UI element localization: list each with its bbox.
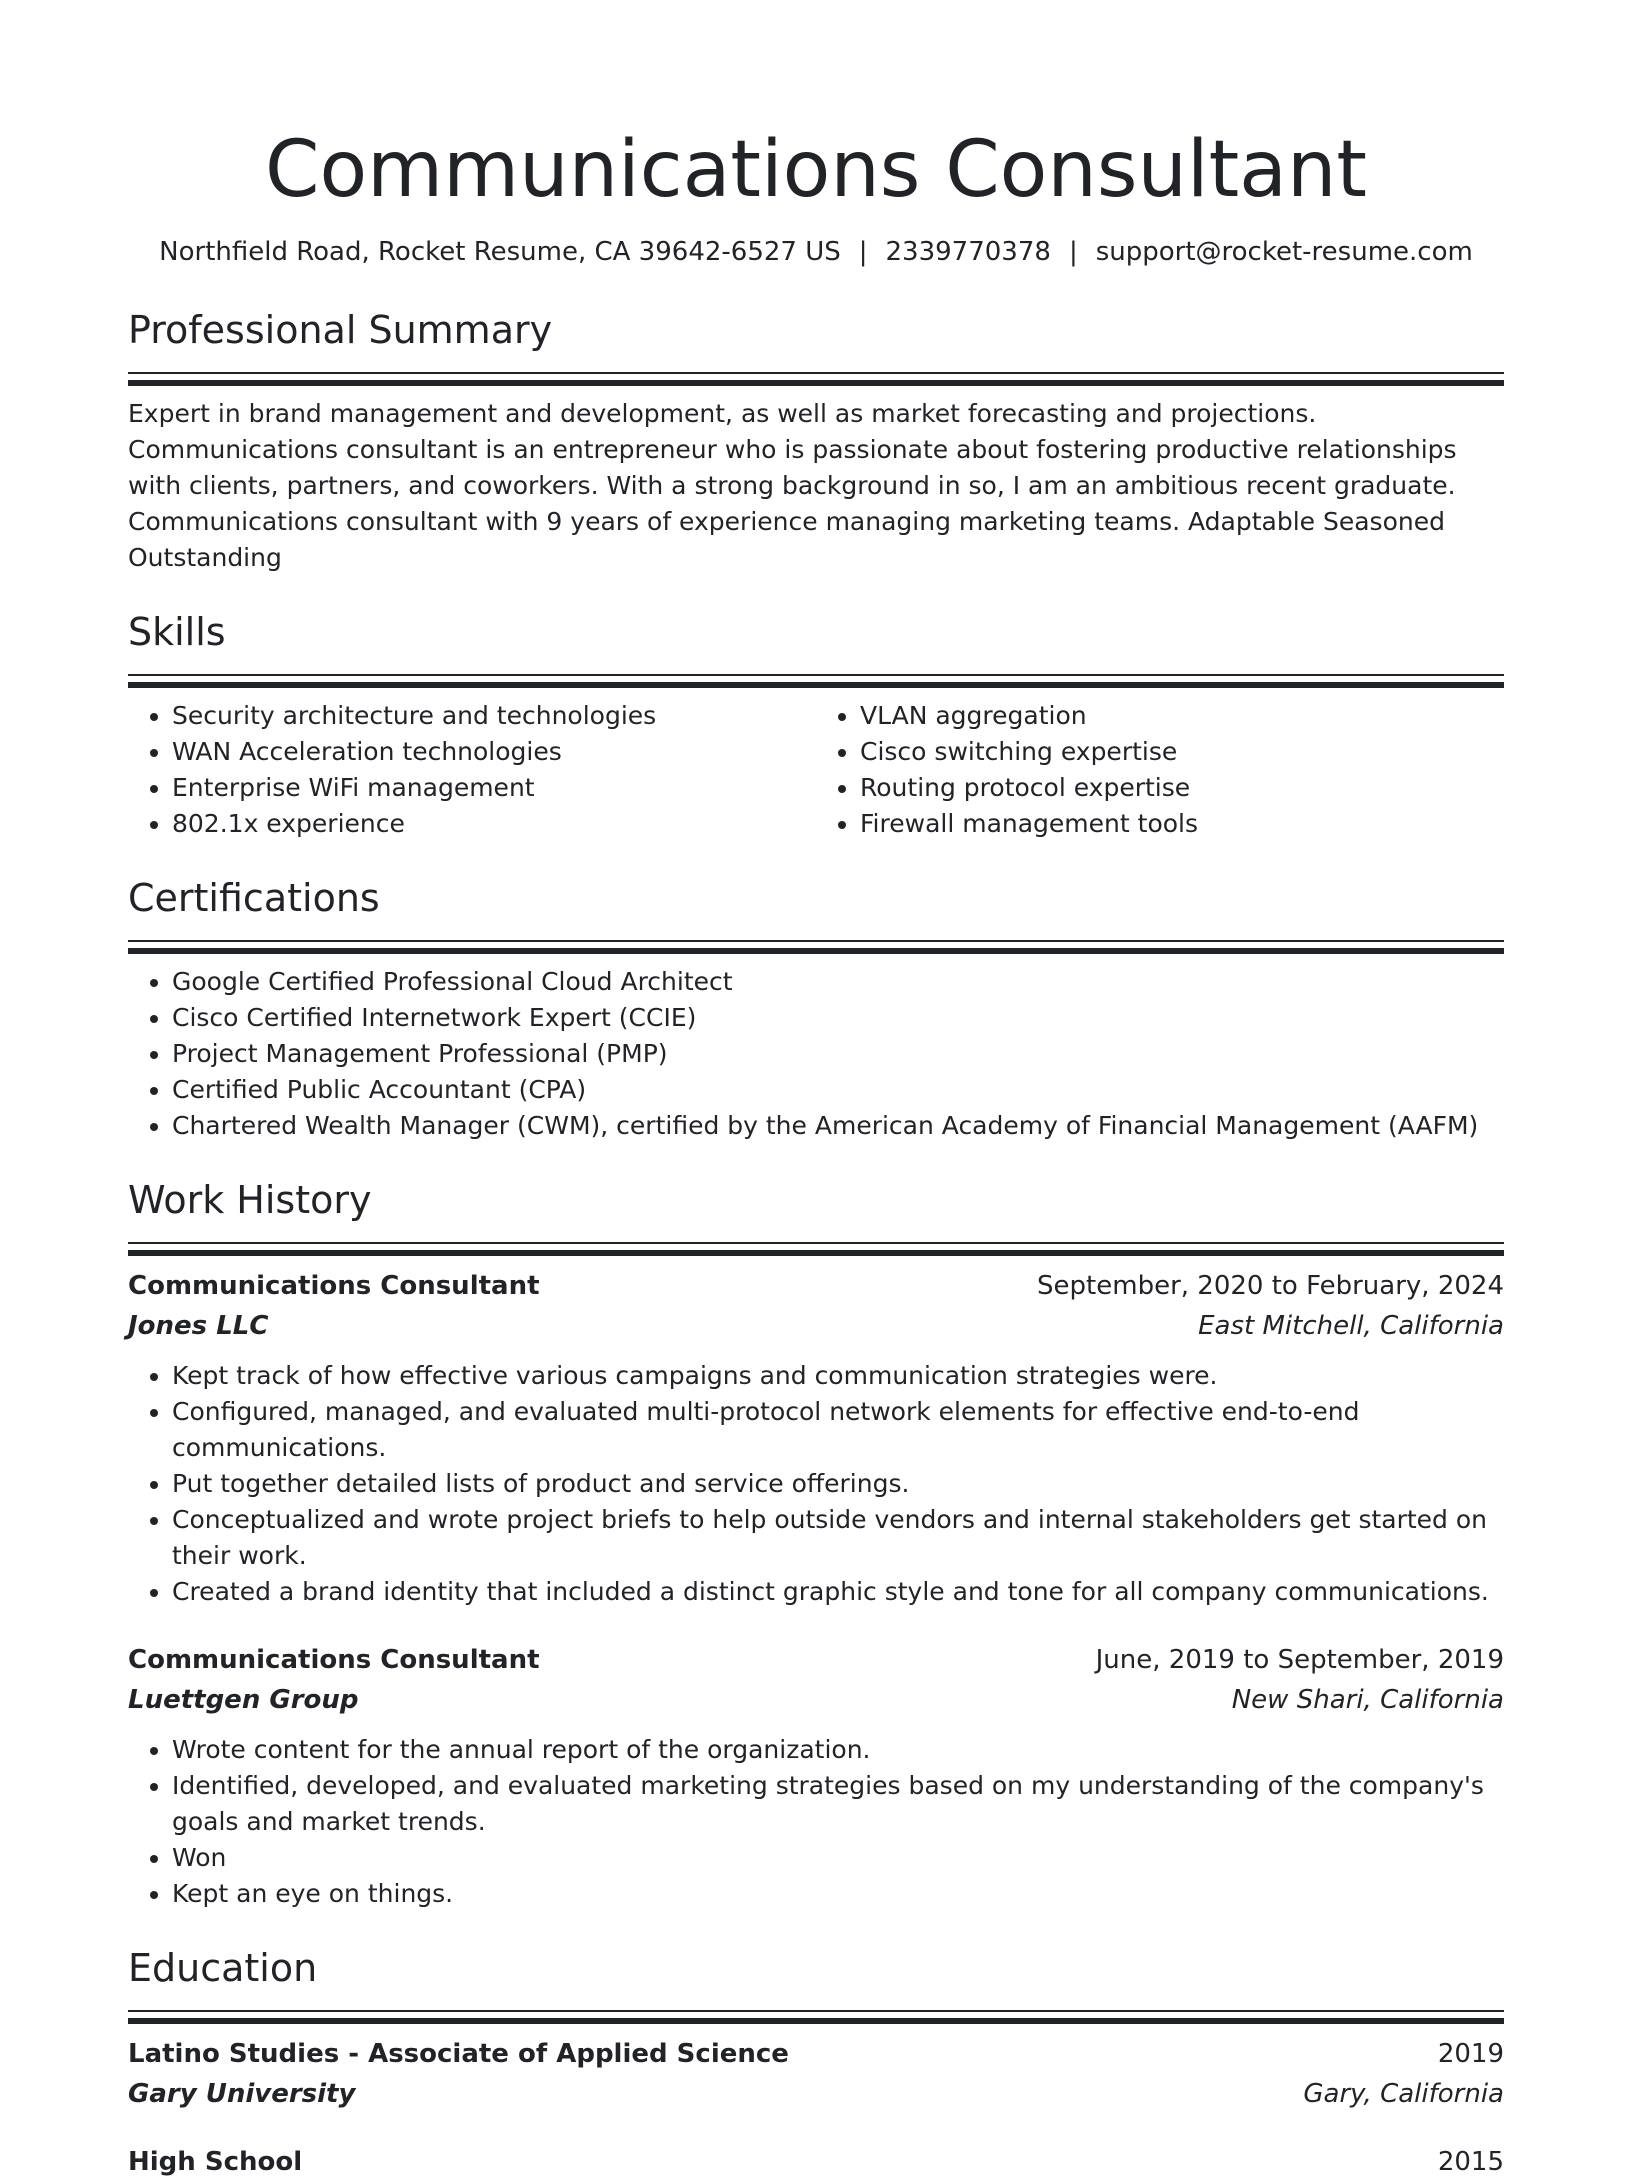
- education-entry: [128, 2034, 1504, 2114]
- section-divider: [128, 674, 1504, 688]
- contact-separator: |: [858, 237, 868, 267]
- job-bullet-list: [128, 1732, 1504, 1912]
- section-divider: [128, 372, 1504, 386]
- skill-item: • WAN Acceleration technologies: [172, 734, 816, 770]
- section-title-education: Education: [128, 1946, 318, 1990]
- contact-separator: |: [1068, 237, 1078, 267]
- job-dates: September, 2020 to February, 2024: [1037, 1271, 1504, 1301]
- job-role: Communications Consultant: [128, 1271, 540, 1301]
- job-bullet-list: [128, 1358, 1504, 1610]
- section-title-skills: Skills: [128, 610, 226, 654]
- job-bullet: • Created a brand identity that included a distinct graphic style and tone for all company communications.: [172, 1574, 1504, 1610]
- job-header: [128, 1266, 1504, 1306]
- job-bullet: • Wrote content for the annual report of the organization.: [172, 1732, 1504, 1768]
- skills-columns: [128, 698, 1504, 842]
- education-year: 2019: [1437, 2039, 1504, 2069]
- education-degree: High School: [128, 2147, 303, 2177]
- skill-item: • Cisco switching expertise: [860, 734, 1504, 770]
- certification-item: • Certified Public Accountant (CPA): [172, 1072, 1504, 1108]
- section-divider: [128, 940, 1504, 954]
- skills-list-right: [816, 698, 1504, 842]
- certification-item: • Google Certified Professional Cloud Architect: [172, 964, 1504, 1000]
- job-subheader: [128, 1306, 1504, 1346]
- job-bullet: • Kept an eye on things.: [172, 1876, 1504, 1912]
- skill-item: • VLAN aggregation: [860, 698, 1504, 734]
- contact-phone: 2339770378: [885, 237, 1051, 267]
- skills-list-left: [128, 698, 816, 842]
- skill-item: • Routing protocol expertise: [860, 770, 1504, 806]
- education-school: Gary University: [128, 2079, 356, 2109]
- summary-section: [128, 304, 1504, 576]
- section-divider: [128, 1242, 1504, 1256]
- job-header: [128, 1640, 1504, 1680]
- skill-item: • Enterprise WiFi management: [172, 770, 816, 806]
- job-location: East Mitchell, California: [1198, 1311, 1504, 1341]
- skill-item: • Firewall management tools: [860, 806, 1504, 842]
- job-location: New Shari, California: [1231, 1685, 1504, 1715]
- job-role: Communications Consultant: [128, 1645, 540, 1675]
- job-company: Jones LLC: [128, 1311, 269, 1341]
- education-header: [128, 2142, 1504, 2182]
- job-entry: [128, 1266, 1504, 1610]
- section-title-summary: Professional Summary: [128, 308, 553, 352]
- job-subheader: [128, 1680, 1504, 1720]
- certification-item: • Cisco Certified Internetwork Expert (CCIE): [172, 1000, 1504, 1036]
- certifications-section: [128, 872, 1504, 1144]
- section-title-certifications: Certifications: [128, 876, 380, 920]
- education-year: 2015: [1437, 2147, 1504, 2177]
- job-bullet: • Kept track of how effective various campaigns and communication strategies were.: [172, 1358, 1504, 1394]
- job-bullet: • Identified, developed, and evaluated marketing strategies based on my understanding of the company's goals and market trends.: [172, 1768, 1504, 1840]
- certification-item: • Chartered Wealth Manager (CWM), certified by the American Academy of Financial Management (AAFM): [172, 1108, 1504, 1144]
- education-location: Gary, California: [1303, 2079, 1504, 2109]
- summary-text: Expert in brand management and development, as well as market forecasting and projections. Communications consultant is an entrepreneur who is passionate about fostering productive relationships with clients, partners, and coworkers. With a strong background in so, I am an ambitious recent graduate. Communications consultant with 9 years of experience managing marketing teams. Adaptable Seasoned Outstanding: [128, 399, 1457, 572]
- skill-item: • Security architecture and technologies: [172, 698, 816, 734]
- skill-item: • 802.1x experience: [172, 806, 816, 842]
- job-bullet: • Put together detailed lists of product and service offerings.: [172, 1466, 1504, 1502]
- job-dates: June, 2019 to September, 2019: [1095, 1645, 1504, 1675]
- job-bullet: • Won: [172, 1840, 1504, 1876]
- education-entry: [128, 2142, 1504, 2182]
- job-bullet: • Conceptualized and wrote project briefs to help outside vendors and internal stakeholders get started on their work.: [172, 1502, 1504, 1574]
- job-entry: [128, 1640, 1504, 1912]
- section-divider: [128, 2010, 1504, 2024]
- section-title-work-history: Work History: [128, 1178, 372, 1222]
- skills-section: [128, 606, 1504, 842]
- certification-item: • Project Management Professional (PMP): [172, 1036, 1504, 1072]
- contact-address: Northfield Road, Rocket Resume, CA 39642-6527 US: [159, 237, 841, 267]
- job-company: Luettgen Group: [128, 1685, 359, 1715]
- education-degree: Latino Studies - Associate of Applied Science: [128, 2039, 789, 2069]
- resume-title: Communications Consultant: [265, 125, 1367, 215]
- education-subheader: [128, 2074, 1504, 2114]
- certifications-list: [128, 964, 1504, 1144]
- education-section: [128, 1942, 1504, 2182]
- contact-line: [128, 234, 1504, 270]
- contact-email: support@rocket-resume.com: [1095, 237, 1473, 267]
- job-bullet: • Configured, managed, and evaluated multi-protocol network elements for effective end-to-end communications.: [172, 1394, 1504, 1466]
- education-header: [128, 2034, 1504, 2074]
- work-history-section: [128, 1174, 1504, 1912]
